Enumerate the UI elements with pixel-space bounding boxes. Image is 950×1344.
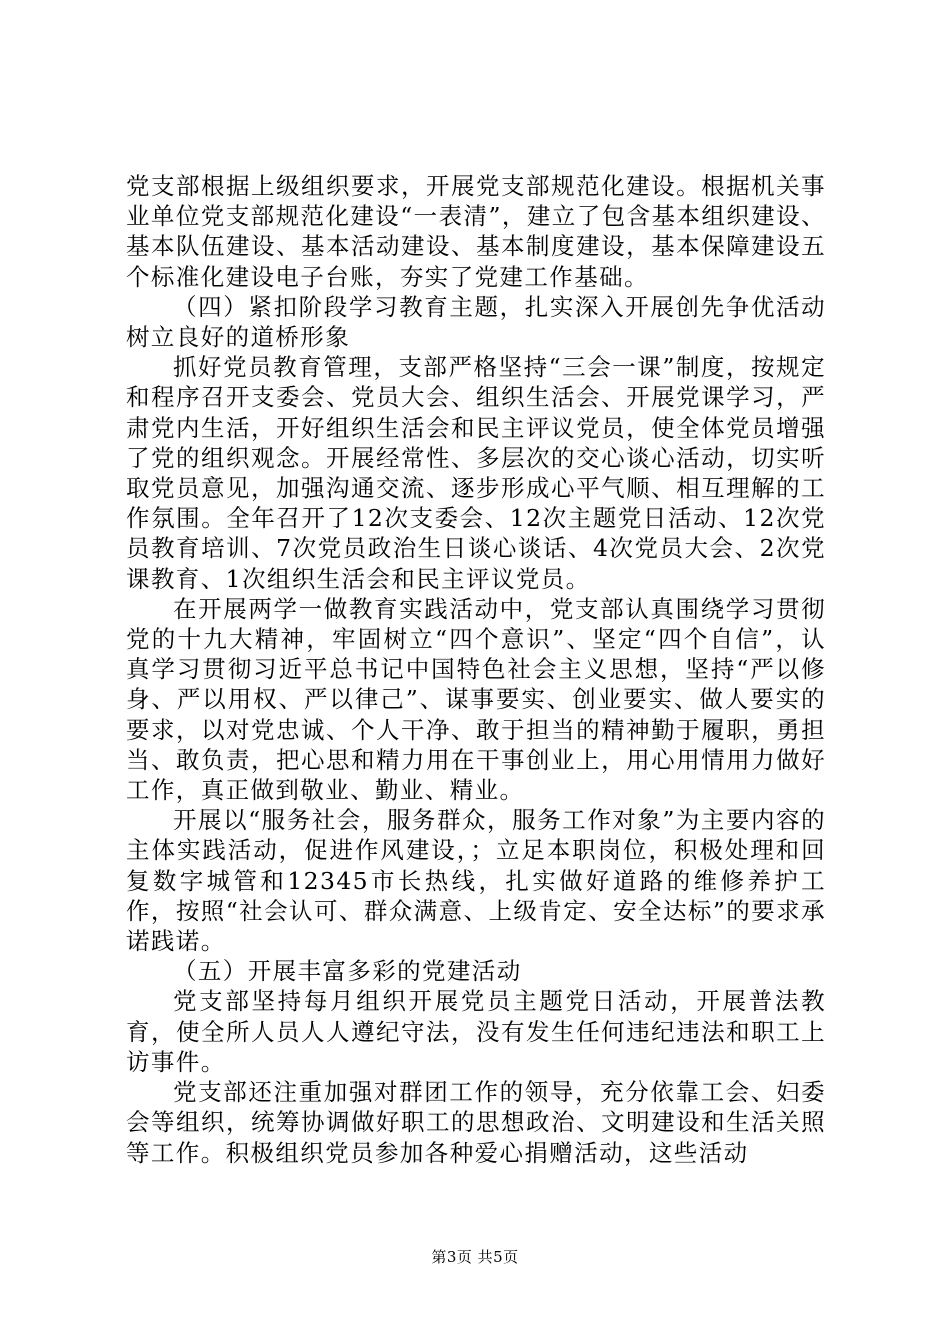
page-footer: 第3页 共5页 — [431, 1248, 519, 1266]
paragraph-continuation: 党支部根据上级组织要求，开展党支部规范化建设。根据机关事业单位党支部规范化建设“一表清”，建立了包含基本组织建设、基本队伍建设、基本活动建设、基本制度建设，基本保障建设五个标准化建设电子台账，夯实了党建工作基础。 — [126, 172, 826, 291]
paragraph-study-practice: 在开展两学一做教育实践活动中，党支部认真围绕学习贯彻党的十九大精神，牢固树立“四个意识”、坚定“四个自信”，认真学习贯彻习近平总书记中国特色社会主义思想，坚持“严以修身、严以用权、严以律己”、谋事要实、创业要实、做人要实的要求，以对党忠诚、个人干净、敢于担当的精神勤于履职，勇担当、敢负责，把心思和精力用在干事创业上，用心用情用力做好工作，真正做到敬业、勤业、精业。 — [126, 594, 826, 805]
document-body — [126, 171, 826, 1168]
section-heading-5: （五）开展丰富多彩的党建活动 — [173, 957, 522, 986]
paragraph-theme-day: 党支部坚持每月组织开展党员主题党日活动，开展普法教育，使全所人员人人遵纪守法，没有发生任何违纪违法和职工上访事件。 — [126, 987, 826, 1076]
section-heading-4: （四）紧扣阶段学习教育主题，扎实深入开展创先争优活动树立良好的道桥形象 — [126, 292, 826, 352]
paragraph-party-education: 抓好党员教育管理，支部严格坚持“三会一课”制度，按规定和程序召开支委会、党员大会、组织生活会、开展党课学习，严肃党内生活，开好组织生活会和民主评议党员，使全体党员增强了党的组织观念。开展经常性、多层次的交心谈心活动，切实听取党员意见，加强沟通交流、逐步形成心平气顺、相互理解的工作氛围。全年召开了12次支委会、12次主题党日活动、12次党员教育培训、7次党员政治生日谈心谈话、4次党员大会、2次党课教育、1次组织生活会和民主评议党员。 — [126, 353, 826, 593]
paragraph-mass-organizations: 党支部还注重加强对群团工作的领导，充分依靠工会、妇委会等组织，统筹协调做好职工的思想政治、文明建设和生活关照等工作。积极组织党员参加各种爱心捐赠活动，这些活动 — [126, 1078, 826, 1167]
paragraph-service-practice: 开展以“服务社会，服务群众，服务工作对象”为主要内容的主体实践活动，促进作风建设，；立足本职岗位，积极处理和回复数字城管和12345市长热线，扎实做好道路的维修养护工作，按照“社会认可、群众满意、上级肯定、安全达标”的要求承诺践诺。 — [126, 806, 826, 956]
